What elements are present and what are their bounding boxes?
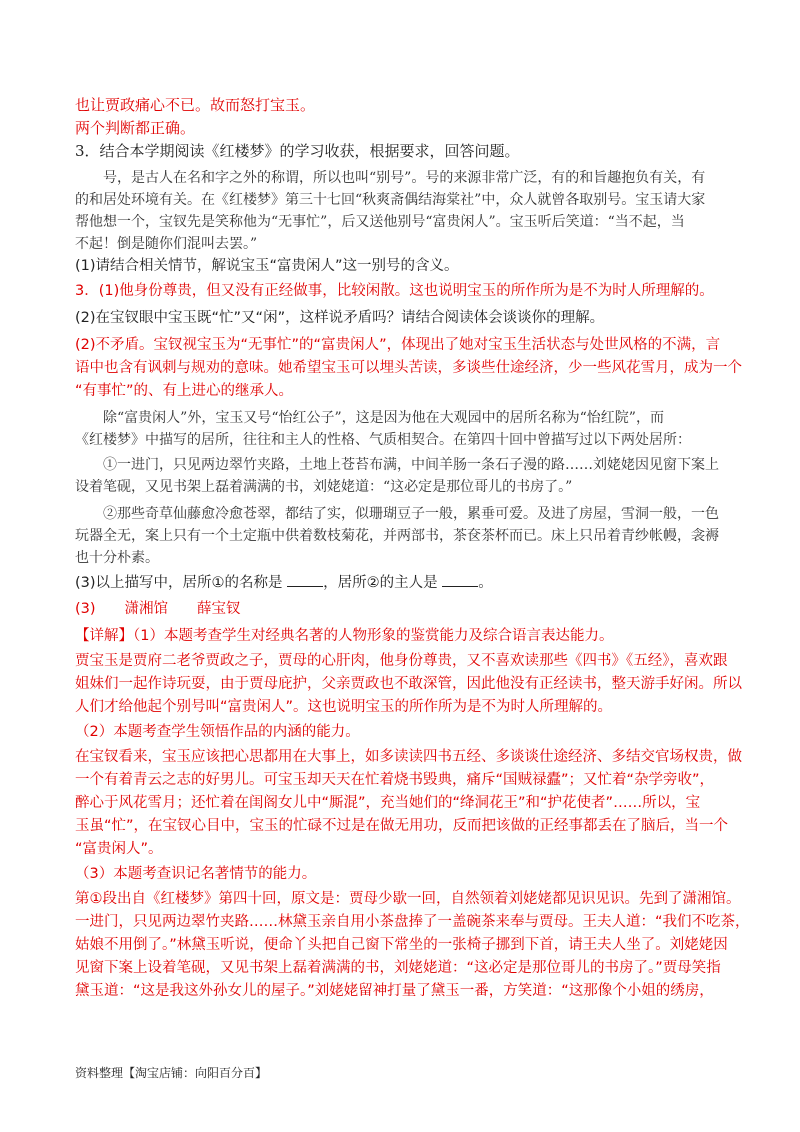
passage-line: 除“富贵闲人”外，宝玉又号“怡红公子”，这是因为他在大观园中的居所名称为“怡红院”，而: [75, 410, 664, 426]
answer-line: 语中也含有讽刺与规劝的意味。她希望宝玉可以埋头苦读，多谈些仕途经济，少一些风花雪月，成为一个: [75, 360, 742, 376]
question-3-prefix: (3)以上描写中，居所①的名称是: [75, 575, 288, 591]
passage-line: 帮他想一个，宝钗先是笑称他为“无事忙”，后又送他别号“富贵闲人”。宝玉听后笑道：“当不起，当: [75, 214, 685, 230]
answer-3: (3) 潇湘馆 薛宝钗: [75, 601, 241, 617]
passage-1: [75, 167, 725, 255]
question-1: (1)请结合相关情节，解说宝玉“富贵闲人”这一别号的含义。: [75, 258, 459, 274]
detail-line: 人们才给他起个别号叫“富贵闲人”。这也说明宝玉的所作所为是不为时人所理解的。: [75, 699, 613, 715]
detail-line: 一个有着青云之志的好男儿。可宝玉却天天在忙着烧书毁典，痛斥“国贼禄蠹”；又忙着“杂学旁收”，: [75, 772, 715, 788]
answer-line: 也让贾政痛心不已。故而怒打宝玉。: [75, 96, 316, 114]
passage-2: [75, 407, 725, 569]
detail-line: “富贵闲人”。: [75, 841, 163, 857]
answer-1: 3．(1)他身份尊贵，但又没有正经做事，比较闲散。这也说明宝玉的所作所为是不为时人所理解的。: [75, 283, 714, 299]
passage-line: 号，是古人在名和字之外的称谓，所以也叫“别号”。号的来源非常广泛，有的和旨趣抱负有关，有: [75, 170, 706, 186]
answer-2: [75, 334, 742, 403]
detail-line: 见窗下案上设着笔砚，又见书架上磊着满满的书，刘姥姥道：“这必定是那位哥儿的书房了。”贾母笑指: [75, 960, 721, 976]
passage-line: ②那些奇草仙藤愈冷愈苍翠，都结了实，似珊瑚豆子一般，累垂可爱。及进了房屋，雪洞一般，一色: [75, 506, 719, 522]
passage-line: 《红楼梦》中描写的居所，往往和主人的性格、气质相契合。在第四十回中曾描写过以下两处居所：: [75, 432, 691, 448]
document-content: [75, 94, 750, 1003]
question-2: (2)在宝钗眼中宝玉既“忙”又“闲”，这样说矛盾吗？请结合阅读体会谈谈你的理解。: [75, 310, 605, 326]
detail-line: 醉心于风花雪月；还忙着在闺阁女儿中“厮混”，充当她们的“绛洞花王”和“护花使者”……所以，宝: [75, 795, 701, 811]
answer-blank-2: [442, 574, 478, 587]
detail-line: 玉虽“忙”，在宝钗心目中，宝玉的忙碌不过是在做无用功，反而把该做的正经事都丢在了脑后，当一个: [75, 818, 729, 834]
answer-line: 两个判断都正确。: [75, 119, 196, 137]
detail-line: 黛玉道：“这是我这外孙女儿的屋子。”刘姥姥留神打量了黛玉一番，方笑道：“这那像个小姐的绣房，: [75, 983, 714, 999]
question-3: [75, 572, 725, 595]
passage-line: 玩器全无，案上只有一个土定瓶中供着数枝菊花，并两部书，茶奁茶杯而已。床上只吊着青纱帐幔，衾褥: [75, 528, 719, 544]
detail-line: 贾宝玉是贾府二老爷贾政之子，贾母的心肝肉，他身份尊贵，又不喜欢读那些《四书》《五经》，喜欢跟: [75, 653, 728, 669]
detail-line: 一进门，只见两边翠竹夹路……林黛玉亲自用小茶盘捧了一盖碗茶来奉与贾母。王夫人道：“我们不吃茶，: [75, 914, 750, 930]
detail-line: （3）本题考查识记名著情节的能力。: [75, 866, 317, 882]
answer-line: (2)不矛盾。宝钗视宝玉为“无事忙”的“富贵闲人”，体现出了她对宝玉生活状态与处世风格的不满，言: [75, 337, 721, 353]
detail-line: 在宝钗看来，宝玉应该把心思都用在大事上，如多读读四书五经、多谈谈仕途经济、多结交官场权贵，做: [75, 749, 742, 765]
top-lines: [75, 94, 725, 163]
question-3-end: 。: [478, 575, 493, 591]
page-footer: 资料整理【淘宝店铺：向阳百分百】: [75, 1066, 268, 1080]
answer-line: “有事忙”的、有上进心的继承人。: [75, 383, 294, 399]
passage-line: 也十分朴素。: [75, 550, 159, 566]
detail-section: [75, 625, 750, 1003]
question-3-middle: ，居所②的主人是: [323, 575, 443, 591]
detail-line: 姑娘不用倒了。”林黛玉听说，便命丫头把自己窗下常坐的一张椅子挪到下首，请王夫人坐了。刘姥姥因: [75, 937, 728, 953]
question-heading: 3．结合本学期阅读《红楼梦》的学习收获，根据要求，回答问题。: [75, 142, 520, 160]
answer-blank-1: [287, 574, 323, 587]
passage-line: 不起！倒是随你们混叫去罢。”: [75, 236, 258, 252]
passage-line: 的和居处环境有关。在《红楼梦》第三十七回“秋爽斋偶结海棠社”中，众人就曾各取别号。宝玉请大家: [75, 192, 706, 208]
passage-line: 设着笔砚，又见书架上磊着满满的书，刘姥姥道：“这必定是那位哥儿的书房了。”: [75, 479, 573, 495]
passage-line: ①一进门，只见两边翠竹夹路，土地上苍苔布满，中间羊肠一条石子漫的路……刘姥姥因见窗下案上: [75, 457, 719, 473]
detail-line: 第①段出自《红楼梦》第四十回，原文是：贾母少歇一回，自然领着刘姥姥都见识见识。先到了潇湘馆。: [75, 891, 741, 907]
detail-line: （2）本题考查学生领悟作品的内涵的能力。: [75, 724, 360, 740]
detail-line: 【详解】（1）本题考查学生对经典名著的人物形象的鉴赏能力及综合语言表达能力。: [75, 628, 614, 644]
detail-line: 姐妹们一起作诗玩耍，由于贾母庇护，父亲贾政也不敢深管，因此他没有正经读书，整天游手好闲。所以: [75, 676, 742, 692]
